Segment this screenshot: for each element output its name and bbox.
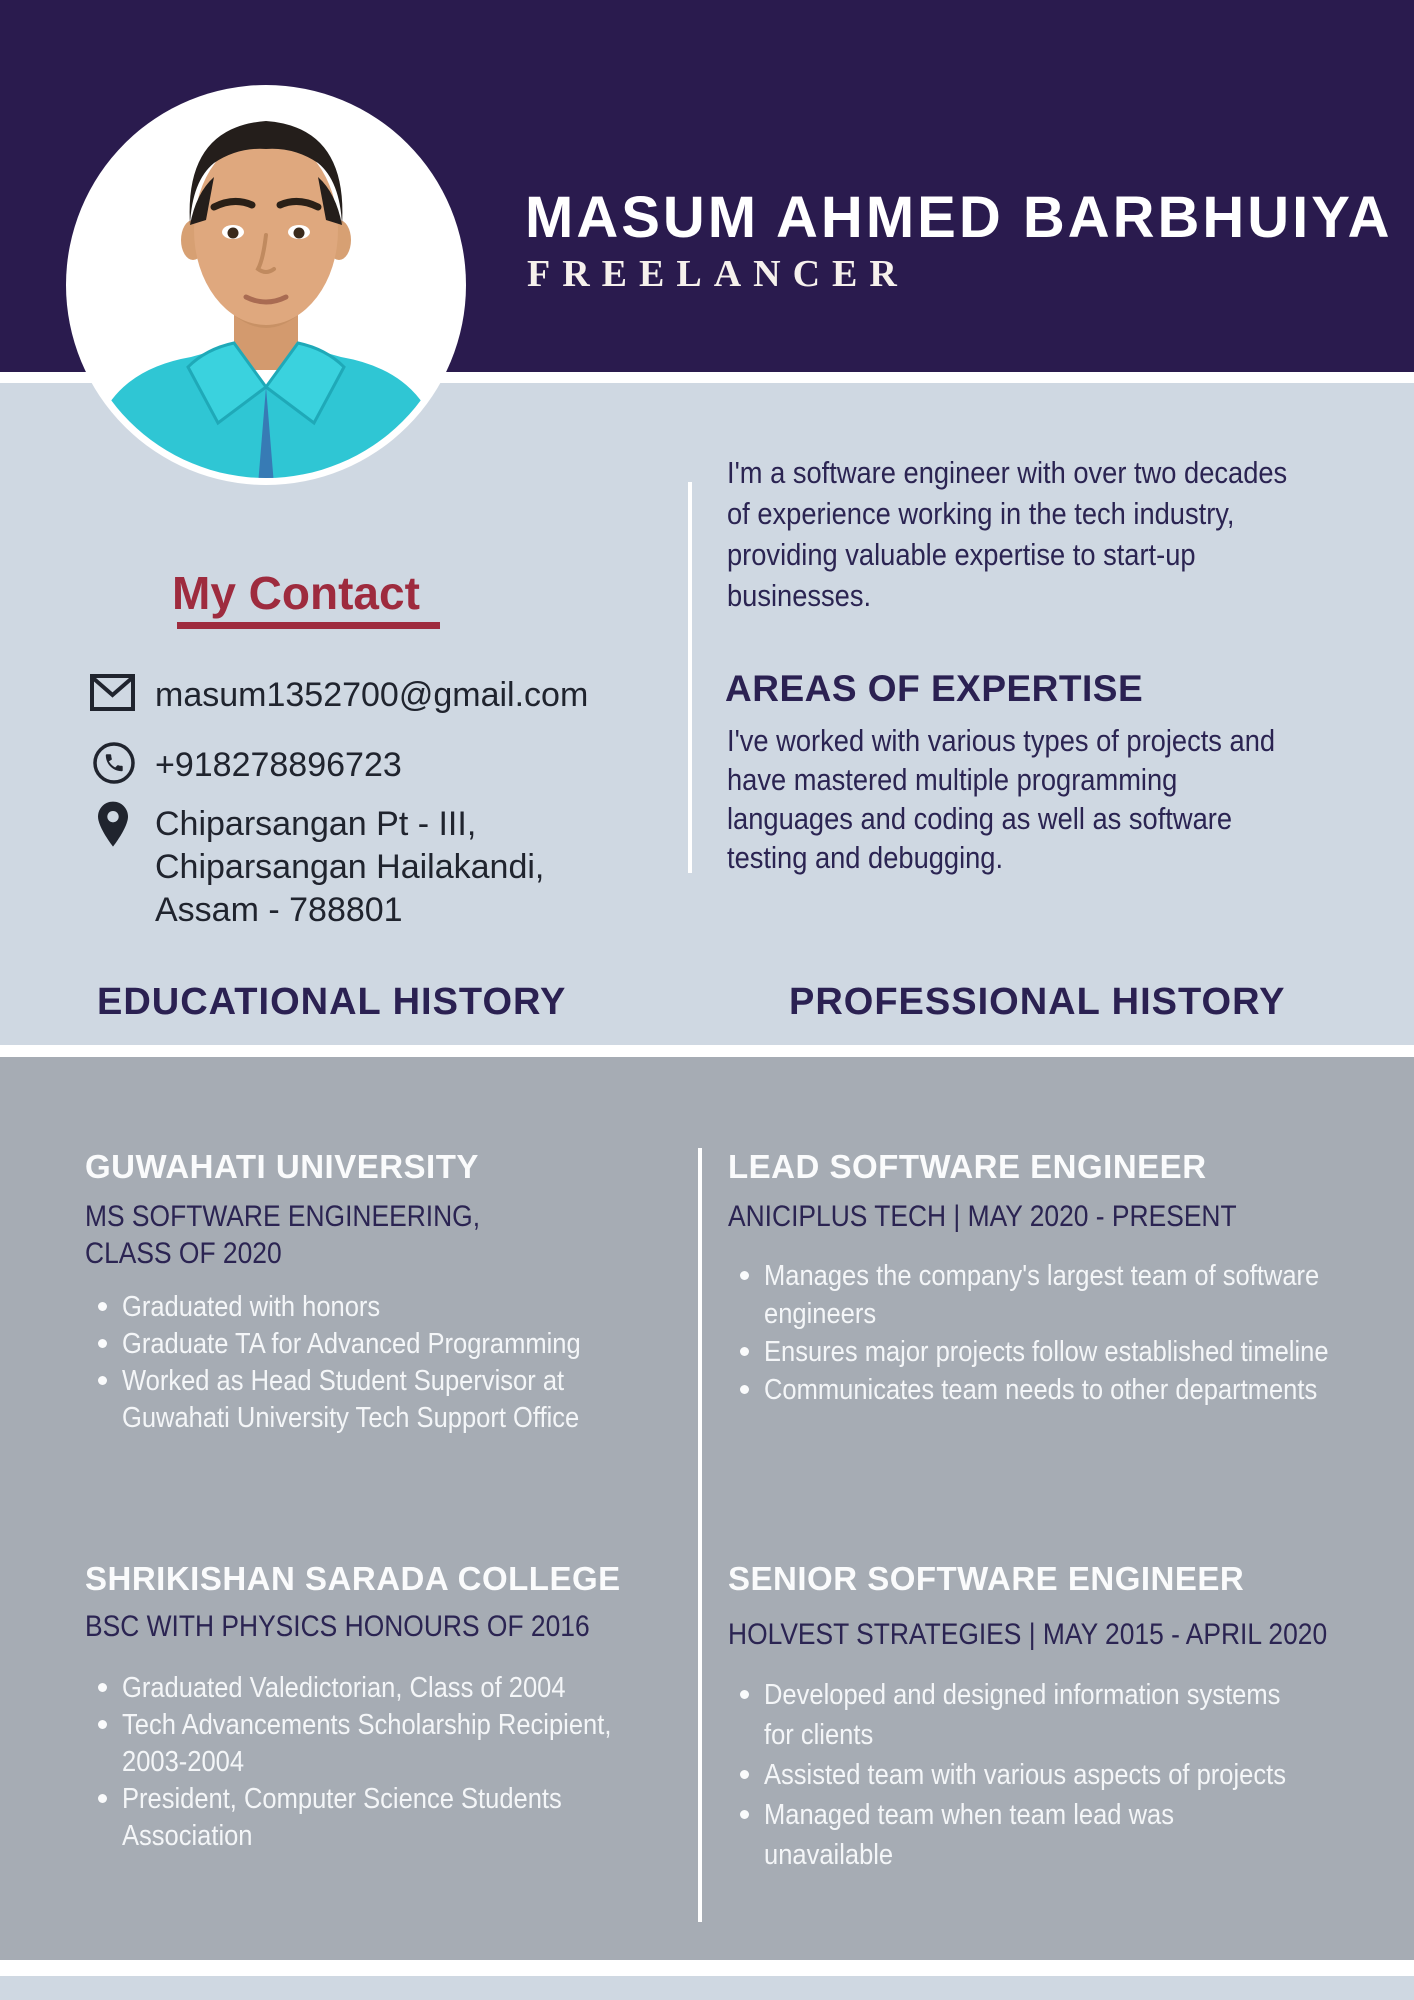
- list-item: [98, 1707, 678, 1781]
- bullet-line: Developed and designed information systems: [764, 1679, 1281, 1711]
- bullet-icon: [98, 1794, 107, 1803]
- contact-title-underline: [177, 622, 440, 629]
- bullet-line: Manages the company's largest team of software: [764, 1260, 1320, 1292]
- list-item: [740, 1755, 1357, 1795]
- expertise-line: testing and debugging.: [727, 840, 1004, 875]
- list-item: [98, 1326, 643, 1363]
- bullet-icon: [740, 1385, 749, 1394]
- bullet-icon: [740, 1271, 749, 1280]
- job-meta: HOLVEST STRATEGIES | MAY 2015 - APRIL 2020: [728, 1618, 1328, 1651]
- bullet-line: 2003-2004: [122, 1746, 245, 1778]
- list-item: [98, 1670, 678, 1707]
- about-line: I'm a software engineer with over two decades: [727, 455, 1288, 490]
- about-line: providing valuable expertise to start-up: [727, 537, 1196, 572]
- bullet-icon: [98, 1376, 107, 1385]
- vertical-divider-lower: [698, 1148, 702, 1922]
- person-role: FREELANCER: [527, 253, 909, 295]
- bullet-line: engineers: [764, 1298, 877, 1330]
- bullet-line: Managed team when team lead was: [764, 1799, 1174, 1831]
- contact-phone: +918278896723: [155, 746, 402, 784]
- job-meta: ANICIPLUS TECH | MAY 2020 - PRESENT: [728, 1200, 1237, 1233]
- address-line: Assam - 788801: [155, 891, 403, 929]
- bullet-line: Guwahati University Tech Support Office: [122, 1402, 580, 1434]
- bullet-line: Graduated Valedictorian, Class of 2004: [122, 1672, 566, 1704]
- bullet-icon: [740, 1690, 749, 1699]
- footer-strip: [0, 1976, 1414, 2000]
- education-history-header: EDUCATIONAL HISTORY: [97, 981, 567, 1023]
- list-item: [740, 1675, 1357, 1755]
- education-bullets: [98, 1670, 678, 1855]
- list-item: [740, 1371, 1406, 1409]
- contact-email: masum1352700@gmail.com: [155, 676, 589, 714]
- band-separator: [0, 1960, 1414, 1976]
- address-line: Chiparsangan Pt - III,: [155, 805, 477, 843]
- expertise-line: have mastered multiple programming: [727, 762, 1178, 797]
- degree-line: MS SOFTWARE ENGINEERING,: [85, 1200, 481, 1233]
- job-title: SENIOR SOFTWARE ENGINEER: [728, 1560, 1245, 1597]
- bullet-line: Graduate TA for Advanced Programming: [122, 1328, 581, 1360]
- job-title: LEAD SOFTWARE ENGINEER: [728, 1148, 1207, 1185]
- bullet-line: Communicates team needs to other departments: [764, 1374, 1318, 1406]
- about-line: of experience working in the tech industry,: [727, 496, 1235, 531]
- bullet-line: President, Computer Science Students: [122, 1783, 562, 1815]
- job-bullets: [740, 1675, 1357, 1875]
- list-item: [98, 1363, 643, 1437]
- list-item: [98, 1781, 678, 1855]
- bullet-line: unavailable: [764, 1839, 894, 1871]
- bullet-line: Tech Advancements Scholarship Recipient,: [122, 1709, 612, 1741]
- location-pin-icon: [93, 799, 133, 851]
- bullet-icon: [740, 1770, 749, 1779]
- degree-line: CLASS OF 2020: [85, 1237, 282, 1270]
- education-degree: [85, 1198, 480, 1272]
- bullet-line: Worked as Head Student Supervisor at: [122, 1365, 565, 1397]
- phone-icon: [92, 741, 136, 785]
- bullet-line: Assisted team with various aspects of projects: [764, 1759, 1286, 1791]
- degree-line: BSC WITH PHYSICS HONOURS OF 2016: [85, 1610, 590, 1643]
- vertical-divider-upper: [688, 482, 692, 873]
- about-line: businesses.: [727, 578, 872, 613]
- job-bullets: [740, 1257, 1406, 1409]
- professional-history-header: PROFESSIONAL HISTORY: [789, 981, 1286, 1023]
- list-item: [740, 1795, 1357, 1875]
- list-item: [740, 1333, 1406, 1371]
- bullet-line: Graduated with honors: [122, 1291, 381, 1323]
- education-school: SHRIKISHAN SARADA COLLEGE: [85, 1560, 621, 1597]
- contact-address: [155, 803, 544, 932]
- about-paragraph: [727, 452, 1287, 616]
- list-item: [98, 1289, 643, 1326]
- person-name: MASUM AHMED BARBHUIYA: [525, 185, 1393, 250]
- bullet-line: for clients: [764, 1719, 874, 1751]
- education-bullets: [98, 1289, 643, 1437]
- contact-section-title: My Contact: [172, 567, 420, 619]
- bullet-icon: [98, 1720, 107, 1729]
- bullet-icon: [740, 1347, 749, 1356]
- bullet-line: Association: [122, 1820, 253, 1852]
- bullet-icon: [98, 1683, 107, 1692]
- band-separator: [0, 1045, 1414, 1057]
- education-school: GUWAHATI UNIVERSITY: [85, 1148, 479, 1185]
- bullet-line: Ensures major projects follow established timeline: [764, 1336, 1329, 1368]
- expertise-line: languages and coding as well as software: [727, 801, 1233, 836]
- profile-photo: [66, 85, 466, 485]
- expertise-section-title: AREAS OF EXPERTISE: [725, 668, 1144, 709]
- bullet-icon: [98, 1302, 107, 1311]
- expertise-line: I've worked with various types of projects and: [727, 723, 1276, 758]
- address-line: Chiparsangan Hailakandi,: [155, 848, 545, 886]
- envelope-icon: [90, 674, 135, 711]
- bullet-icon: [740, 1810, 749, 1819]
- bullet-icon: [98, 1339, 107, 1348]
- list-item: [740, 1257, 1406, 1333]
- expertise-paragraph: [727, 721, 1275, 877]
- education-degree: [85, 1608, 590, 1645]
